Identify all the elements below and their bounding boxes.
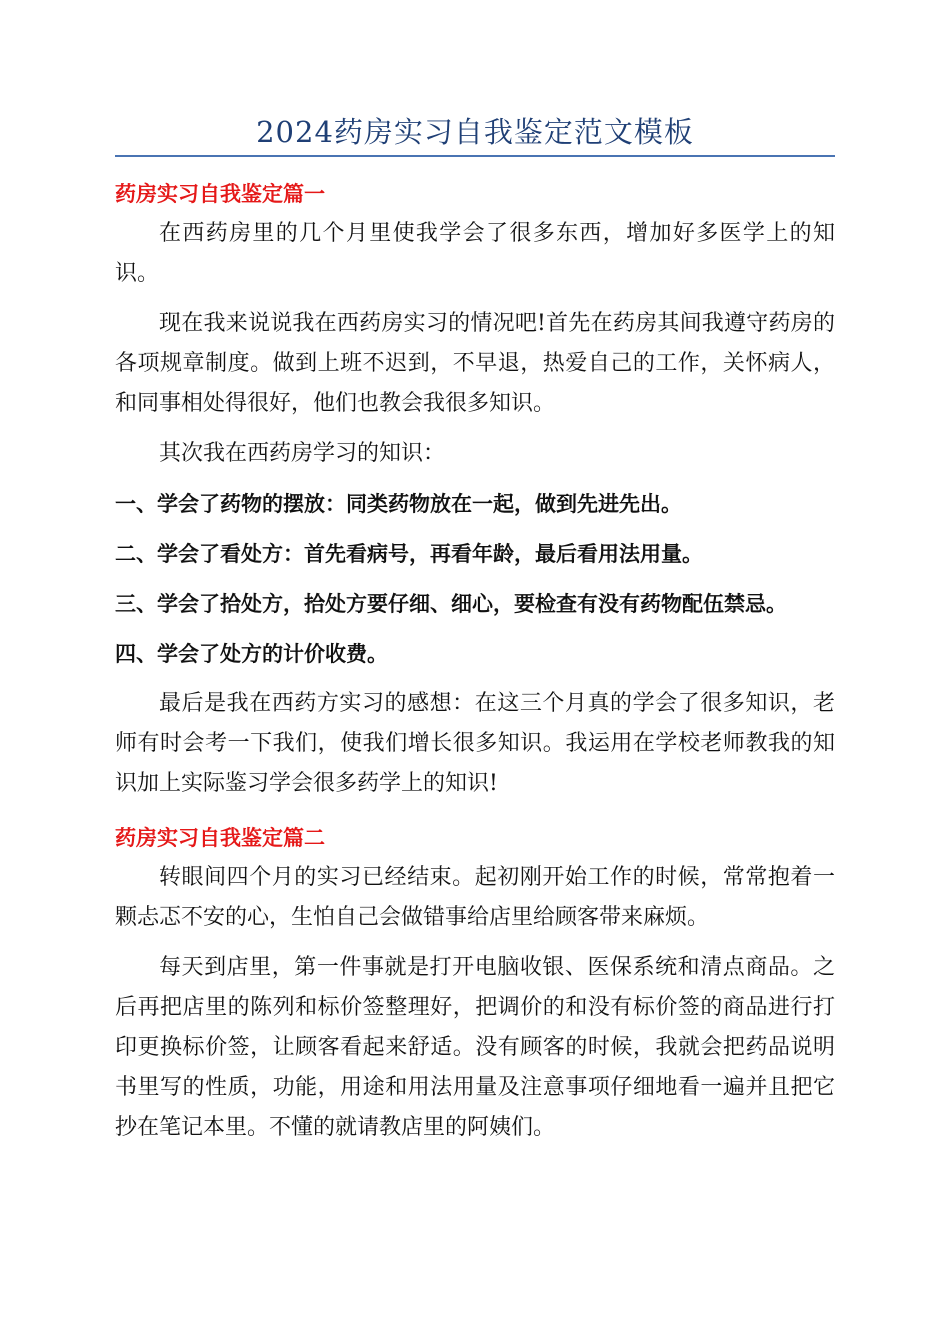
spacer bbox=[115, 574, 835, 584]
section-1-point-4: 四、学会了处方的计价收费。 bbox=[115, 642, 388, 666]
section-1-point-3: 三、学会了拾处方，拾处方要仔细、细心，要检查有没有药物配伍禁忌。 bbox=[115, 592, 787, 616]
document-body bbox=[115, 174, 835, 1148]
spacer bbox=[115, 524, 835, 534]
document-title: 2024药房实习自我鉴定范文模板 bbox=[256, 115, 694, 149]
spacer bbox=[115, 804, 835, 818]
title-underline bbox=[115, 155, 835, 157]
spacer bbox=[115, 674, 835, 684]
section-1-paragraph-1: 在西药房里的几个月里使我学会了很多东西，增加好多医学上的知识。 bbox=[115, 221, 835, 286]
section-1-point-2: 二、学会了看处方：首先看病号，再看年龄，最后看用法用量。 bbox=[115, 542, 703, 566]
section-2-paragraph-1: 转眼间四个月的实习已经结束。起初刚开始工作的时候，常常抱着一颗忐忑不安的心，生怕自己会做错事给店里给顾客带来麻烦。 bbox=[115, 865, 835, 930]
spacer bbox=[115, 938, 835, 948]
spacer bbox=[115, 424, 835, 434]
section-1-closing: 最后是我在西药方实习的感想：在这三个月真的学会了很多知识，老师有时会考一下我们，使我们增长很多知识。我运用在学校老师教我的知识加上实际鉴习学会很多药学上的知识! bbox=[115, 691, 835, 796]
spacer bbox=[115, 624, 835, 634]
spacer bbox=[115, 294, 835, 304]
section-2-heading: 药房实习自我鉴定篇二 bbox=[115, 826, 325, 850]
spacer bbox=[115, 474, 835, 484]
section-2-paragraph-2: 每天到店里，第一件事就是打开电脑收银、医保系统和清点商品。之后再把店里的陈列和标价签整理好，把调价的和没有标价签的商品进行打印更换标价签，让顾客看起来舒适。没有顾客的时候，我就会把药品说明书里写的性质，功能，用途和用法用量及注意事项仔细地看一遍并且把它抄在笔记本里。不懂的就请教店里的阿姨们。 bbox=[115, 955, 835, 1140]
section-1-paragraph-2: 现在我来说说我在西药房实习的情况吧!首先在药房其间我遵守药房的各项规章制度。做到上班不迟到，不早退，热爱自己的工作，关怀病人，和同事相处得很好，他们也教会我很多知识。 bbox=[115, 311, 835, 416]
section-1-paragraph-3: 其次我在西药房学习的知识： bbox=[159, 441, 446, 466]
section-1-heading: 药房实习自我鉴定篇一 bbox=[115, 182, 325, 206]
section-1-point-1: 一、学会了药物的摆放：同类药物放在一起，做到先进先出。 bbox=[115, 492, 682, 516]
